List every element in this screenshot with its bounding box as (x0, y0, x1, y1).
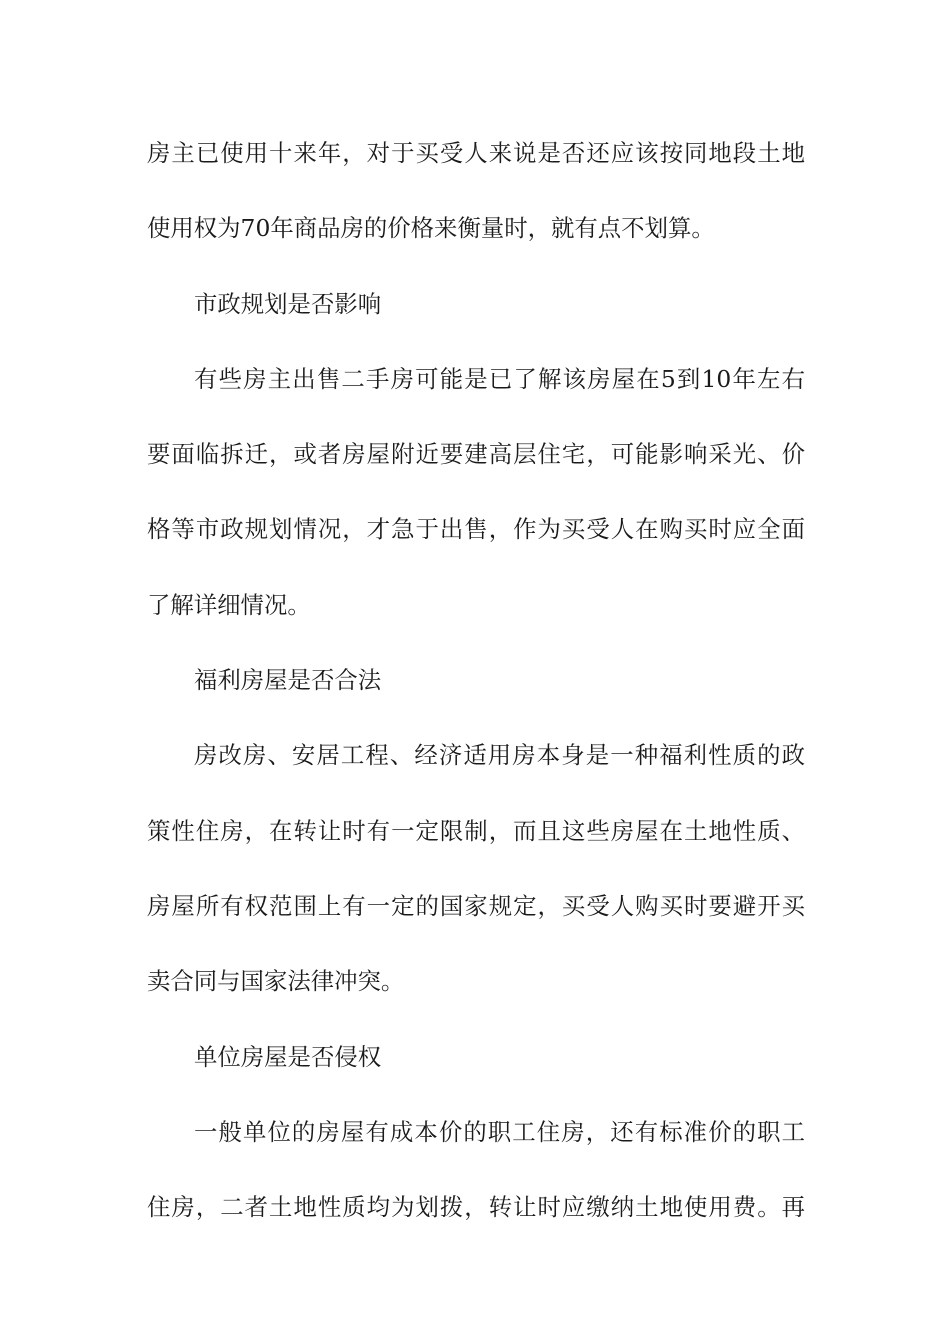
section-heading: 单位房屋是否侵权 (194, 1042, 382, 1071)
paragraph-line: 房屋所有权范围上有一定的国家规定，买受人购买时要避开买 (147, 891, 805, 920)
paragraph-line: 卖合同与国家法律冲突。 (147, 967, 405, 996)
section-heading: 福利房屋是否合法 (194, 666, 382, 695)
paragraph-line: 策性住房，在转让时有一定限制，而且这些房屋在土地性质、 (147, 816, 805, 845)
document-body (147, 131, 805, 1260)
paragraph-line: 了解详细情况。 (147, 590, 311, 619)
section-heading: 市政规划是否影响 (194, 289, 382, 318)
paragraph-line: 房主已使用十来年，对于买受人来说是否还应该按同地段土地 (147, 139, 805, 167)
paragraph-line: 格等市政规划情况，才急于出售，作为买受人在购买时应全面 (147, 515, 805, 544)
paragraph-line: 一般单位的房屋有成本价的职工住房，还有标准价的职工 (194, 1117, 805, 1146)
paragraph-line: 使用权为70年商品房的价格来衡量时，就有点不划算。 (147, 214, 715, 243)
paragraph-line: 要面临拆迁，或者房屋附近要建高层住宅，可能影响采光、价 (147, 440, 805, 469)
paragraph-line: 有些房主出售二手房可能是已了解该房屋在5到10年左右 (194, 364, 805, 393)
paragraph-line: 房改房、安居工程、经济适用房本身是一种福利性质的政 (194, 741, 805, 770)
paragraph-line: 住房，二者土地性质均为划拨，转让时应缴纳土地使用费。再 (147, 1193, 805, 1222)
